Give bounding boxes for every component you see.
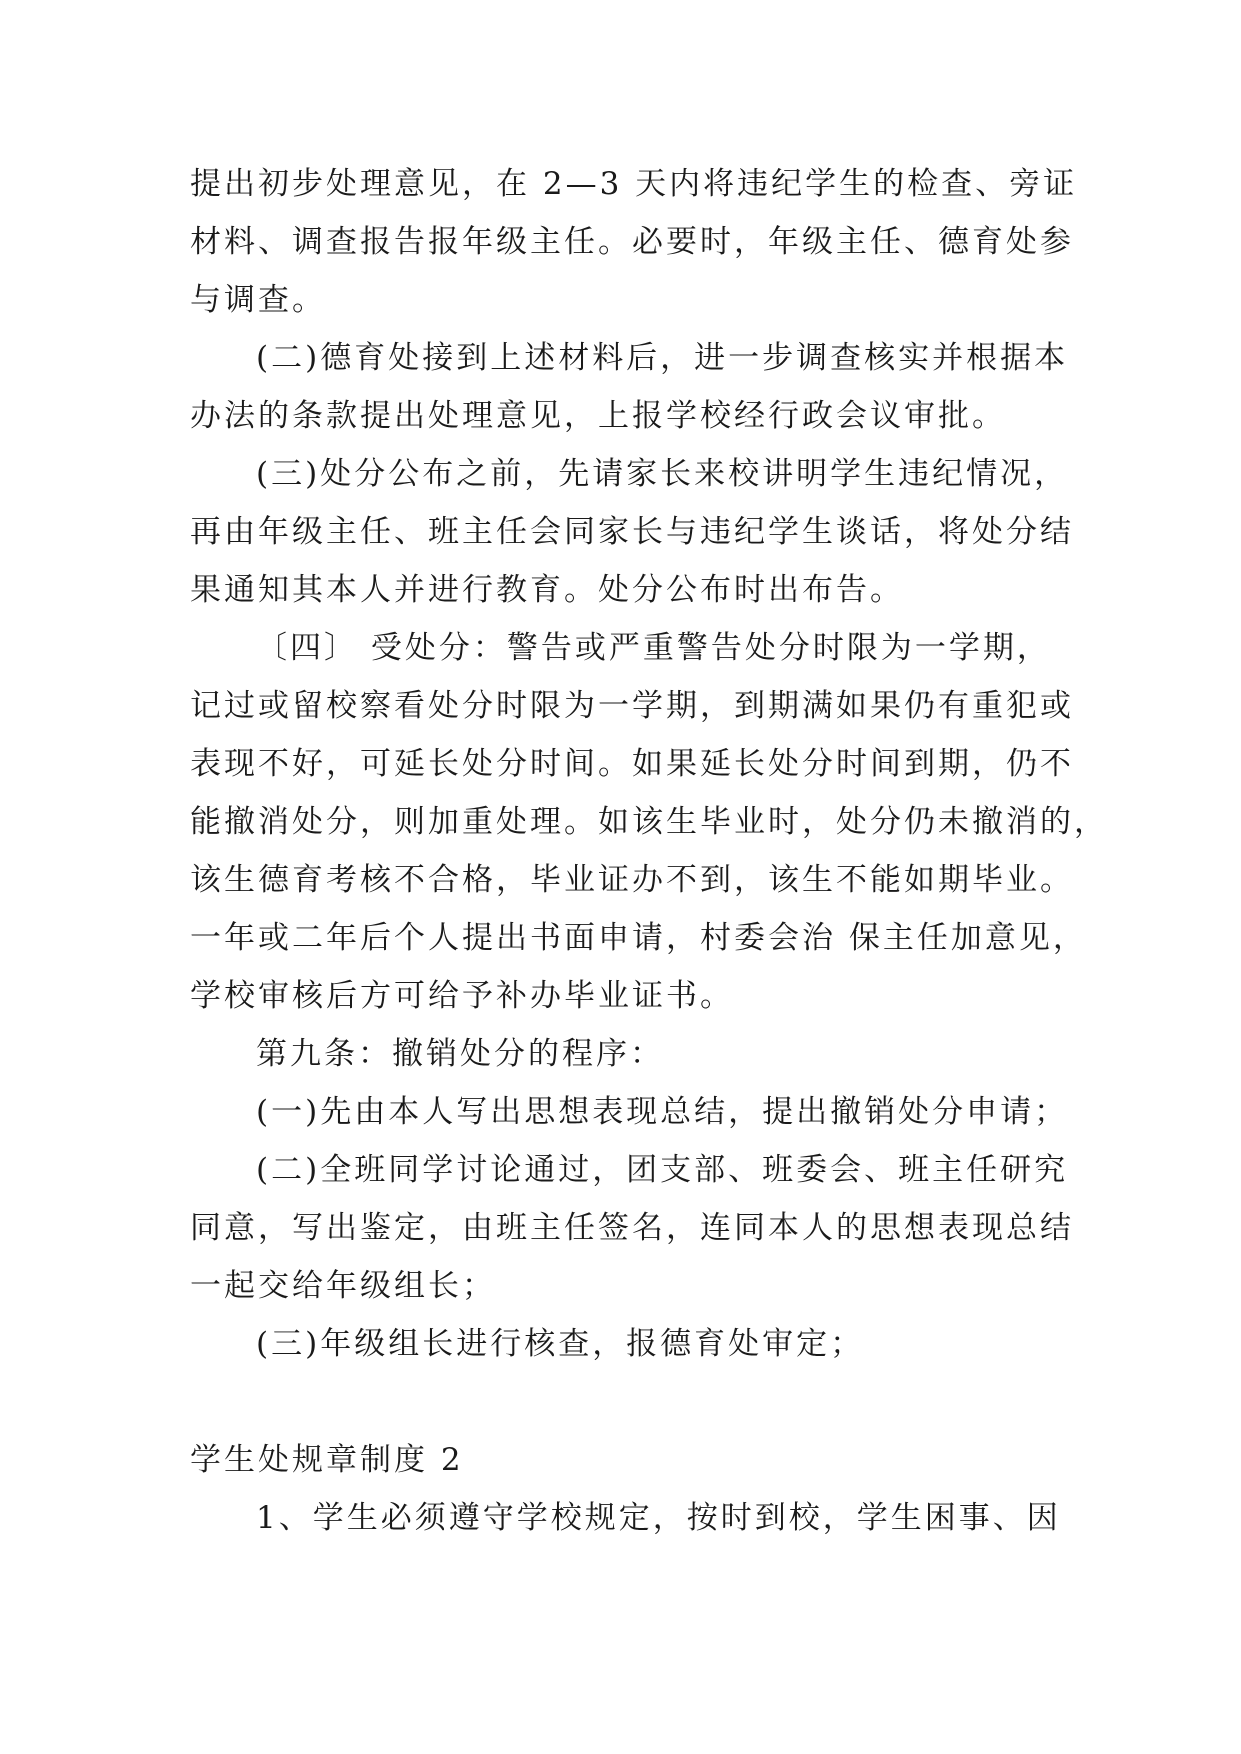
paragraph-line: (一)先由本人写出思想表现总结，提出撤销处分申请；	[256, 1094, 1069, 1130]
paragraph-line: (二)全班同学讨论通过，团支部、班委会、班主任研究	[256, 1152, 1069, 1188]
section-title: 学生处规章制度 2	[190, 1442, 464, 1478]
paragraph-line: (二)德育处接到上述材料后，进一步调查核实并根据本	[256, 340, 1069, 376]
paragraph-line: (三)年级组长进行核查，报德育处审定；	[256, 1326, 865, 1362]
paragraph-line: 与调查。	[190, 282, 326, 318]
paragraph-line: 材料、调查报告报年级主任。必要时，年级主任、德育处参	[190, 224, 1074, 260]
paragraph-line: 办法的条款提出处理意见，上报学校经行政会议审批。	[190, 398, 1006, 434]
article-heading: 第九条：撤销处分的程序：	[256, 1036, 664, 1072]
paragraph-line: 再由年级主任、班主任会同家长与违纪学生谈话，将处分结	[190, 514, 1074, 550]
paragraph-line: 果通知其本人并进行教育。处分公布时出布告。	[190, 572, 904, 608]
paragraph-line: 学校审核后方可给予补办毕业证书。	[190, 978, 734, 1014]
paragraph-line: 记过或留校察看处分时限为一学期，到期满如果仍有重犯或	[190, 688, 1074, 724]
paragraph-line: 表现不好，可延长处分时间。如果延长处分时间到期，仍不	[190, 746, 1074, 782]
paragraph-line: 提出初步处理意见，在 2—3 天内将违纪学生的检查、旁证	[190, 166, 1078, 202]
paragraph-line: 〔四〕 受处分：警告或严重警告处分时限为一学期，	[256, 630, 1051, 666]
paragraph-line: 一年或二年后个人提出书面申请，村委会治 保主任加意见，	[190, 920, 1087, 956]
paragraph-line: 该生德育考核不合格，毕业证办不到，该生不能如期毕业。	[190, 862, 1074, 898]
paragraph-line: 1、学生必须遵守学校规定，按时到校，学生困事、因	[256, 1500, 1061, 1536]
paragraph-line: 同意，写出鉴定，由班主任签名，连同本人的思想表现总结	[190, 1210, 1074, 1246]
paragraph-line: 一起交给年级组长；	[190, 1268, 496, 1304]
paragraph-line: (三)处分公布之前，先请家长来校讲明学生违纪情况，	[256, 456, 1069, 492]
paragraph-line: 能撤消处分，则加重处理。如该生毕业时，处分仍未撤消的，	[190, 804, 1108, 840]
